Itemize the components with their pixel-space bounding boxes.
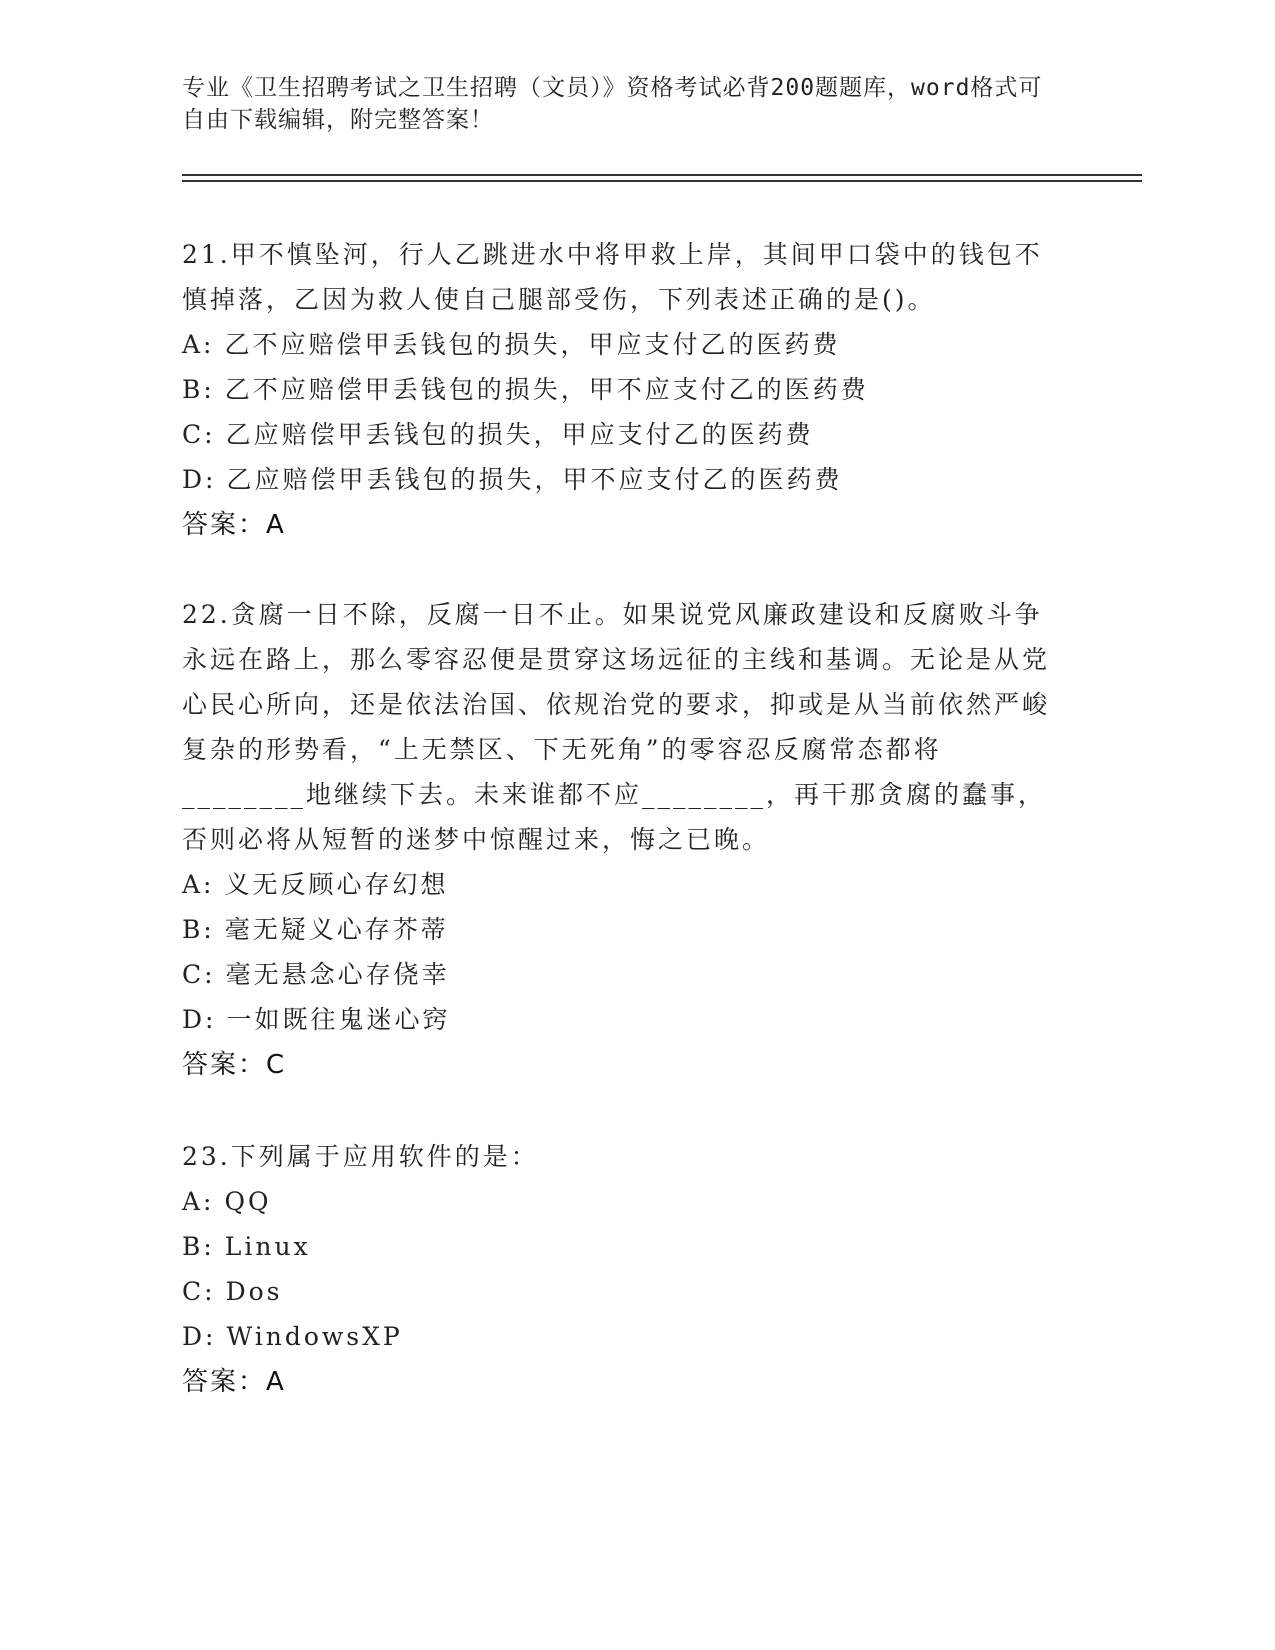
answer-label: 答案：	[182, 1367, 267, 1397]
option-key: B:	[182, 915, 215, 944]
option-text: 乙不应赔偿甲丢钱包的损失，甲应支付乙的医药费	[224, 330, 841, 359]
answer-value: A	[266, 1367, 286, 1397]
option-key: D:	[182, 1005, 217, 1034]
option-c	[182, 952, 1062, 997]
option-key: C:	[182, 1277, 216, 1306]
option-b	[182, 907, 1062, 952]
option-key: A:	[182, 870, 215, 899]
document-header: 专业《卫生招聘考试之卫生招聘（文员）》资格考试必背200题题库，word格式可自由下载编辑，附完整答案！	[182, 75, 1043, 133]
option-d	[182, 997, 1062, 1042]
option-key: D:	[182, 1322, 217, 1351]
answer-value: C	[266, 1050, 287, 1080]
question-stem: 22.贪腐一日不除，反腐一日不止。如果说党风廉政建设和反腐败斗争永远在路上，那么零容忍便是贯穿这场远征的主线和基调。无论是从党心民心所向，还是依法治国、依规治党的要求，抑或是从当前依然严峻复杂的形势看，“上无禁区、下无死角”的零容忍反腐常态都将________地继续下去。未来谁都不应________，再干那贪腐的蠢事，否则必将从短暂的迷梦中惊醒过来，悔之已晚。	[182, 600, 1051, 854]
option-d	[182, 457, 1062, 502]
option-text: 毫无悬念心存侥幸	[225, 960, 450, 989]
option-key: C:	[182, 960, 216, 989]
answer-line	[182, 502, 1062, 548]
option-b	[182, 367, 1062, 412]
answer-label: 答案：	[182, 1050, 267, 1080]
question-stem: 23.下列属于应用软件的是：	[182, 1142, 539, 1171]
answer-label: 答案：	[182, 510, 267, 540]
option-key: D:	[182, 465, 217, 494]
option-a	[182, 322, 1062, 367]
answer-line	[182, 1042, 1062, 1088]
option-key: A:	[182, 1187, 215, 1216]
option-d	[182, 1314, 1062, 1359]
option-text: QQ	[224, 1187, 272, 1216]
option-c	[182, 1269, 1062, 1314]
option-a	[182, 1179, 1062, 1224]
option-text: 毫无疑义心存芥蒂	[224, 915, 449, 944]
option-text: 乙不应赔偿甲丢钱包的损失，甲不应支付乙的医药费	[224, 375, 869, 404]
option-key: C:	[182, 420, 216, 449]
option-c	[182, 412, 1062, 457]
option-text: WindowsXP	[226, 1322, 403, 1351]
option-key: B:	[182, 375, 215, 404]
option-text: 乙应赔偿甲丢钱包的损失，甲不应支付乙的医药费	[226, 465, 843, 494]
option-text: 一如既往鬼迷心窍	[226, 1005, 451, 1034]
question-21	[182, 232, 1062, 548]
option-key: A:	[182, 330, 215, 359]
question-22	[182, 592, 1062, 1088]
header-divider-top	[182, 174, 1142, 176]
option-key: B:	[182, 1232, 215, 1261]
option-text: 乙应赔偿甲丢钱包的损失，甲应支付乙的医药费	[225, 420, 814, 449]
option-a	[182, 862, 1062, 907]
question-23	[182, 1134, 1062, 1405]
answer-line	[182, 1359, 1062, 1405]
answer-value: A	[266, 510, 286, 540]
question-stem: 21.甲不慎坠河，行人乙跳进水中将甲救上岸，其间甲口袋中的钱包不慎掉落，乙因为救人使自己腿部受伤，下列表述正确的是()。	[182, 240, 1043, 314]
option-b	[182, 1224, 1062, 1269]
header-divider-bottom	[182, 180, 1142, 182]
option-text: 义无反顾心存幻想	[224, 870, 449, 899]
option-text: Dos	[225, 1277, 283, 1306]
option-text: Linux	[224, 1232, 311, 1261]
